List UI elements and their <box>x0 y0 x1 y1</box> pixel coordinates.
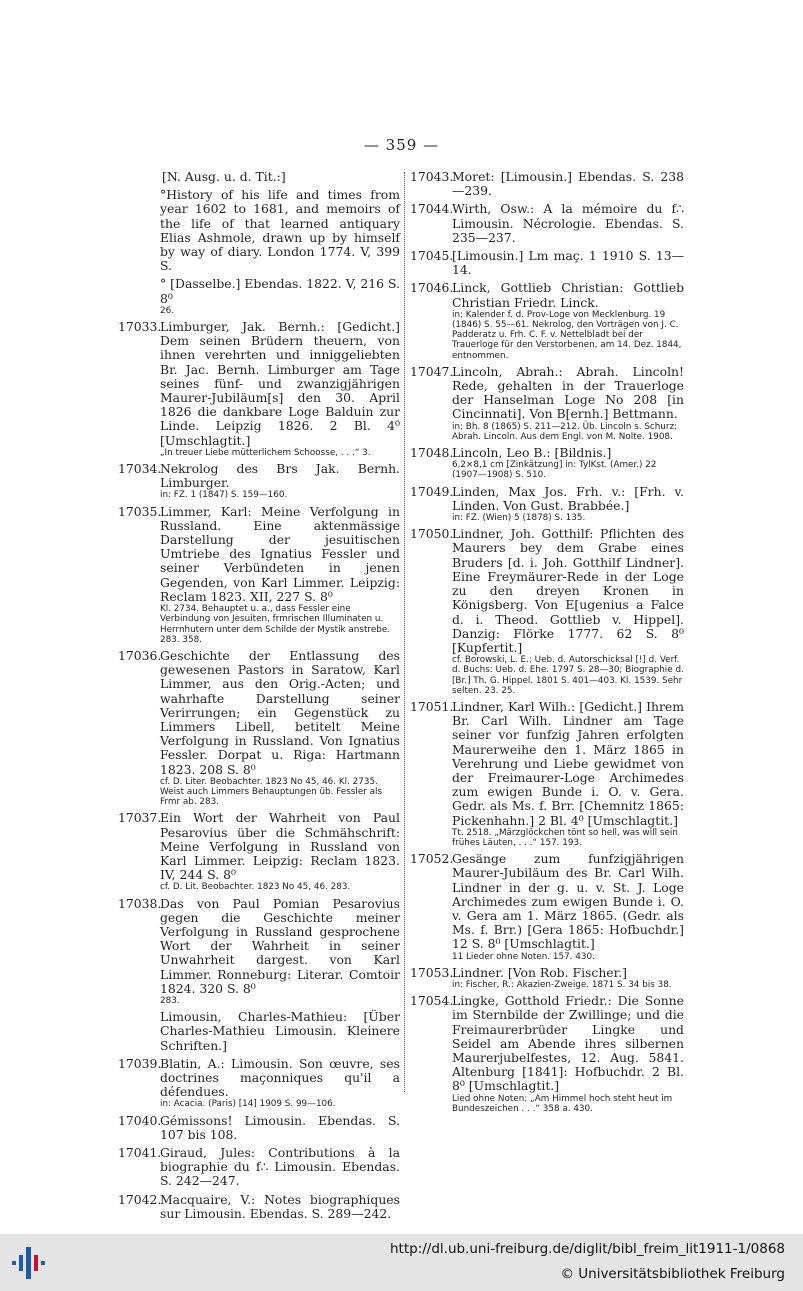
entry-text: [N. Ausg. u. d. Tit.:] <box>162 169 286 184</box>
bib-entry-17047 <box>410 365 684 442</box>
entry-note: in: Kalender f. d. Prov-Loge von Mecklenburg. 19 (1846) S. 55—61. Nekrolog, den Vorträgen von J. C. Padderatz u. Frh. C. F. v. Nettelbladt bei der Trauerloge für den Verstorbenen, am 14. Dez. 1844, entnommen. <box>452 309 682 361</box>
bib-entry-17054 <box>410 994 684 1114</box>
ub-freiburg-logo-icon <box>10 1245 52 1281</box>
entry-number: 17050. <box>410 526 454 542</box>
entry-number: 17037. <box>118 810 162 826</box>
entry-text: Lincoln, Abrah.: Abrah. Lincoln! Rede, gehalten in der Trauerloge der Hanselman Loge No 208 [in Cincinnati]. Von B[ernh.] Bettmann. <box>452 363 684 422</box>
bib-entry-continuation <box>118 277 400 316</box>
entry-note: in: Acacia. (Paris) [14] 1909 S. 99—106. <box>160 1099 336 1110</box>
entry-number: 17040. <box>118 1112 162 1128</box>
entry-number: 17036. <box>118 647 162 663</box>
entry-text: Moret: [Limousin.] Ebendas. S. 238—239. <box>452 169 684 199</box>
entry-number: 17033. <box>118 319 162 335</box>
entry-text: Blatin, A.: Limousin. Son œuvre, ses doctrines maçonniques qu'il a défendues. <box>160 1055 400 1100</box>
bib-entry-17041 <box>118 1146 400 1189</box>
bib-entry-17040 <box>118 1114 400 1142</box>
entry-text: Limousin, Charles-Mathieu: [Über Charles-Mathieu Limousin. Kleinere Schriften.] <box>160 1009 400 1053</box>
bib-entry-17052 <box>410 852 684 962</box>
entry-number: 17054. <box>410 993 454 1009</box>
bib-entry-17048 <box>410 446 684 481</box>
entry-number: 17039. <box>118 1055 162 1071</box>
entry-number: 17035. <box>118 503 162 519</box>
entry-text: Limmer, Karl: Meine Verfolgung in Russland. Eine aktenmässige Darstellung der jesuitischen Umtriebe des Ignatius Fessler und seiner Verbündeten in jenen Gegenden, von Karl Limmer. Leipzig: Reclam 1823. XII, 227 S. 8⁰ <box>160 503 400 604</box>
entry-note: in: FZ. (Wien) 5 (1878) S. 135. <box>452 513 586 524</box>
entry-note: 11 Lieder ohne Noten. 157. 430. <box>452 951 595 962</box>
entry-text: Giraud, Jules: Contributions à la biographie du f∴ Limousin. Ebendas. S. 242—247. <box>160 1145 400 1189</box>
bib-entry-17050 <box>410 527 684 696</box>
entry-note: cf. Borowski, L. E.: Ueb. d. Autorschicksal [!] d. Verf. d. Buchs: Ueb. d. Ehe. 1797 S. 28—30; Biographie d. [Br.] Th. G. Hippel. 1801 S. 401—403. Kl. 1539. Sehr selten. 23. 25. <box>452 655 684 696</box>
entry-number: 17046. <box>410 280 454 296</box>
bib-entry-17053 <box>410 966 684 990</box>
entry-note: cf. D. Liter. Beobachter. 1823 No 45, 46. Kl. 2735. Weist auch Limmers Behauptungen üb. Fessler als Frmr ab. 283. <box>160 776 383 808</box>
entry-text: Macquaire, V.: Notes biographiques sur Limousin. Ebendas. S. 289—242. <box>160 1191 400 1221</box>
entry-text: Lingke, Gotthold Friedr.: Die Sonne im Sternbilde der Zwillinge; und die Freimaurerbrüder Lingke und Seidel am Abende ihres silbernen Maurerjubelfestes, 12. Aug. 5841. Altenburg [1841]: Hofbuchdr. 2 Bl. 8⁰ [Umschlagtit.] <box>452 993 684 1094</box>
right-column <box>410 170 684 1118</box>
entry-number: 17034. <box>118 461 162 477</box>
bib-entry-continuation <box>118 188 400 273</box>
entry-text: Gesänge zum funfzigjährigen Maurer-Jubiläum des Br. Carl Wilh. Lindner in der g. u. v. St. J. Loge Archimedes zum ewigen Bunde i. O. v. Gera am 1. März 1865. (Gedr. als Ms. f. Brr.) [Gera 1865: Hofbuchdr.] 12 S. 8⁰ [Umschlagtit.] <box>452 851 684 952</box>
bib-entry-17045 <box>410 249 684 277</box>
entry-note: cf. D. Lit. Beobachter. 1823 No 45, 46. 283. <box>160 882 351 893</box>
entry-note: in: FZ. 1 (1847) S. 159—160. <box>160 490 288 501</box>
bib-entry-17044 <box>410 202 684 245</box>
permalink-url[interactable]: http://dl.ub.uni-freiburg.de/diglit/bibl_freim_lit1911-1/0868 <box>389 1241 785 1257</box>
entry-text: Lindner. [Von Rob. Fischer.] <box>452 964 627 980</box>
entry-note: in: Fischer, R.: Akazien-Zweige. 1871 S. 34 bis 38. <box>452 979 672 990</box>
bib-entry-17037 <box>118 811 400 892</box>
bib-entry-17033 <box>118 320 400 458</box>
entry-number: 17047. <box>410 363 454 379</box>
entry-text: Geschichte der Entlassung des gewesenen Pastors in Saratow, Karl Limmer, aus den Orig.-Acten; und wahrhafte Darstellung seiner Verirrungen; ein Gegenstück zu Limmers Libell, betitelt Meine Verfolgung in Russland. Von Ignatius Fessler. Dorpat u. Riga: Hartmann 1823. 208 S. 8⁰ <box>160 647 400 777</box>
entry-text: Gémissons! Limousin. Ebendas. S. 107 bis 108. <box>160 1112 400 1142</box>
entry-number: 17052. <box>410 851 454 867</box>
entry-number: 17044. <box>410 201 454 217</box>
entry-text: Nekrolog des Brs Jak. Bernh. Limburger. <box>160 461 400 491</box>
bib-entry-17035 <box>118 505 400 645</box>
entry-number: 17045. <box>410 248 454 264</box>
entry-number: 17041. <box>118 1145 162 1161</box>
page-number: — 359 — <box>363 136 440 154</box>
entry-text: ° [Dasselbe.] Ebendas. 1822. V, 216 S. 8⁰ <box>160 276 400 306</box>
entry-number: 17053. <box>410 964 454 980</box>
bib-entry-17039 <box>118 1057 400 1110</box>
entry-number: 17038. <box>118 895 162 911</box>
bib-entry-17046 <box>410 281 684 360</box>
bib-entry-continuation <box>118 1010 400 1053</box>
left-column <box>118 170 400 1225</box>
entry-text: Lindner, Joh. Gotthilf: Pflichten des Maurers bey dem Grabe eines Bruders [d. i. Joh. Gotthilf Lindner]. Eine Freymäurer-Rede in der Loge zu den dreyen Kronen in Königsberg. Von E[ugenius a Falce d. i. Theod. Gottlieb v. Hippel]. Danzig: Flörke 1777. 62 S. 8⁰ [Kupfertit.] <box>452 526 684 655</box>
entry-text: Das von Paul Pomian Pesarovius gegen die Geschichte meiner Verfolgung in Russland gesprochene Wort der Wahrheit in seiner Unwahrheit dargest. von Karl Limmer. Ronneburg: Literar. Comtoir 1824. 320 S. 8⁰ <box>160 895 400 996</box>
entry-note: 283. <box>160 995 180 1006</box>
entry-number: 17043. <box>410 169 454 184</box>
entry-note: 26. <box>160 305 174 316</box>
entry-number: 17042. <box>118 1191 162 1207</box>
entry-note: in: Bh. 8 (1865) S. 211—212. Üb. Lincoln s. Schurz: Abrah. Lincoln. Aus dem Engl. von M. Nolte. 1908. <box>452 421 678 442</box>
bib-entry-17043 <box>410 170 684 198</box>
entry-note: 6,2×8,1 cm [Zinkätzung] in: TylKst. (Amer.) 22 (1907—1908) S. 510. <box>452 460 657 481</box>
entry-text: Limburger, Jak. Bernh.: [Gedicht.] Dem seinen Brüdern theuern, von ihnen verehrten und inniggeliebten Br. Jac. Bernh. Limburger am Tage seines fünf- und zwanzigjährigen Maurer-Jubiläum[s] den 30. April 1826 die dankbare Loge Balduin zur Linde. Leipzig 1826. 2 Bl. 4⁰ [Umschlagtit.] <box>160 319 400 448</box>
entry-note: Lied ohne Noten: „Am Himmel hoch steht heut im Bundeszeichen . . .“ 358 a. 430. <box>452 1093 673 1114</box>
bib-entry-17051 <box>410 700 684 848</box>
entry-note: Tt. 2518. „Märzglöckchen tönt so hell, was will sein frühes Läuten, . . .“ 157. 193. <box>452 827 678 848</box>
footer-bar <box>0 1234 803 1291</box>
copyright-notice: © Universitätsbibliothek Freiburg <box>560 1266 785 1282</box>
entry-number: 17048. <box>410 445 454 461</box>
entry-number: 17049. <box>410 483 454 499</box>
entry-text: Lindner, Karl Wilh.: [Gedicht.] Ihrem Br. Carl Wilh. Lindner am Tage seiner vor funfzig Jahren erfolgten Maurerweihe den 1. März 1865 in Verehrung und Liebe gewidmet von der Freimaurer-Loge Archimedes zum ewigen Bunde i. O. v. Gera. Gedr. als Ms. f. Brr. [Chemnitz 1865: Pickenhahn.] 2 Bl. 4⁰ [Umschlagtit.] <box>452 698 684 828</box>
entry-text: [Limousin.] Lm maç. 1 1910 S. 13—14. <box>452 248 684 278</box>
bib-entry-17036 <box>118 649 400 807</box>
entry-text: Linck, Gottlieb Christian: Gottlieb Christian Friedr. Linck. <box>452 280 684 310</box>
bib-entry-17049 <box>410 485 684 524</box>
column-divider <box>404 172 406 1092</box>
entry-number: 17051. <box>410 698 454 714</box>
entry-note: Kl. 2734. Behauptet u. a., dass Fessler eine Verbindung von Jesuiten, frmrischen Illuminaten u. Herrnhutern unter dem Schilde der Mystik anstrebe. 283. 358. <box>160 604 391 645</box>
entry-text: Wirth, Osw.: A la mémoire du f∴ Limousin. Nécrologie. Ebendas. S. 235—237. <box>452 201 684 245</box>
bib-entry-continuation <box>118 170 400 184</box>
entry-note: „In treuer Liebe mütterlichem Schoosse, . . .“ 3. <box>160 447 371 458</box>
bib-entry-17042 <box>118 1193 400 1221</box>
entry-text: Lincoln, Leo B.: [Bildnis.] <box>452 445 612 461</box>
bib-entry-17034 <box>118 462 400 501</box>
entry-text: Ein Wort der Wahrheit von Paul Pesarovius über die Schmähschrift: Meine Verfolgung in Russland von Karl Limmer. Leipzig: Reclam 1823. IV, 244 S. 8⁰ <box>160 810 400 883</box>
entry-text: °History of his life and times from year 1602 to 1681, and memoirs of the life of that learned antiquary Elias Ashmole, drawn up by himself by way of diary. London 1774. V, 399 S. <box>160 187 400 274</box>
bib-entry-17038 <box>118 897 400 1007</box>
entry-text: Linden, Max Jos. Frh. v.: [Frh. v. Linden. Von Gust. Brabbée.] <box>452 483 684 513</box>
